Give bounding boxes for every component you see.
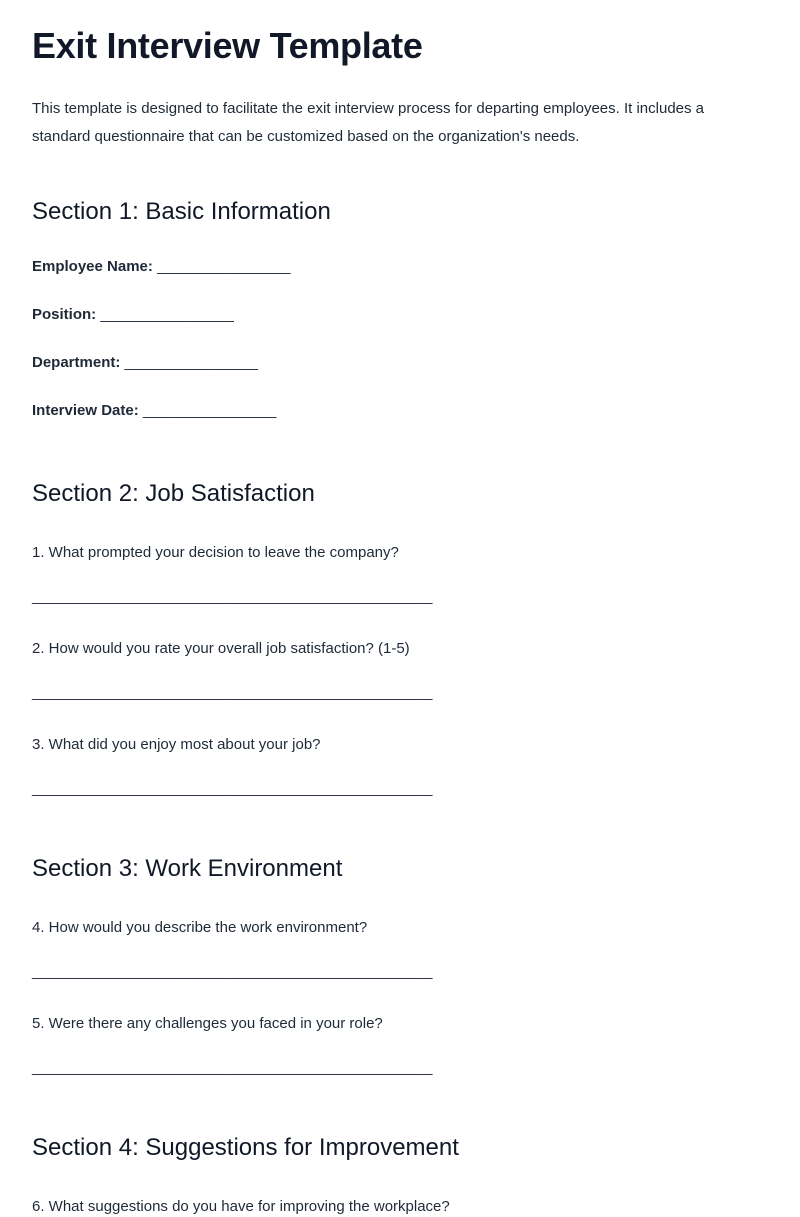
field-label: Interview Date: — [32, 402, 139, 419]
employee-name-field — [32, 257, 768, 277]
answer-line: ________________________________________________ — [32, 963, 433, 980]
question-4: 4. How would you describe the work environment? — [32, 919, 368, 936]
section-1-heading: Section 1: Basic Information — [32, 198, 331, 225]
answer-line: ________________________________________________ — [32, 684, 433, 701]
page-title: Exit Interview Template — [32, 25, 423, 66]
fill-in-blank: ________________ — [100, 306, 234, 323]
answer-line: ________________________________________________ — [32, 588, 433, 605]
fill-in-blank: ________________ — [142, 402, 277, 419]
answer-line: ________________________________________________ — [32, 1059, 433, 1076]
fill-in-blank: ________________ — [124, 354, 259, 371]
question-1: 1. What prompted your decision to leave the company? — [32, 544, 399, 561]
question-3: 3. What did you enjoy most about your job? — [32, 736, 321, 753]
intro-paragraph: This template is designed to facilitate the exit interview process for departing employees. It includes a standard questionnaire that can be customized based on the organization's needs. — [32, 100, 705, 145]
field-label: Employee Name: — [32, 258, 153, 275]
fill-in-blank: ________________ — [157, 258, 291, 275]
department-field — [32, 353, 768, 373]
answer-line: ________________________________________________ — [32, 780, 433, 797]
question-2: 2. How would you rate your overall job satisfaction? (1-5) — [32, 640, 410, 657]
field-label: Position: — [32, 306, 97, 323]
section-2-heading: Section 2: Job Satisfaction — [32, 480, 315, 507]
section-3-heading: Section 3: Work Environment — [32, 855, 343, 882]
question-6: 6. What suggestions do you have for improving the workplace? — [32, 1198, 450, 1215]
section-4-heading: Section 4: Suggestions for Improvement — [32, 1134, 459, 1161]
interview-date-field — [32, 401, 768, 421]
position-field — [32, 305, 768, 325]
field-label: Department: — [32, 354, 121, 371]
question-5: 5. Were there any challenges you faced in your role? — [32, 1015, 383, 1032]
